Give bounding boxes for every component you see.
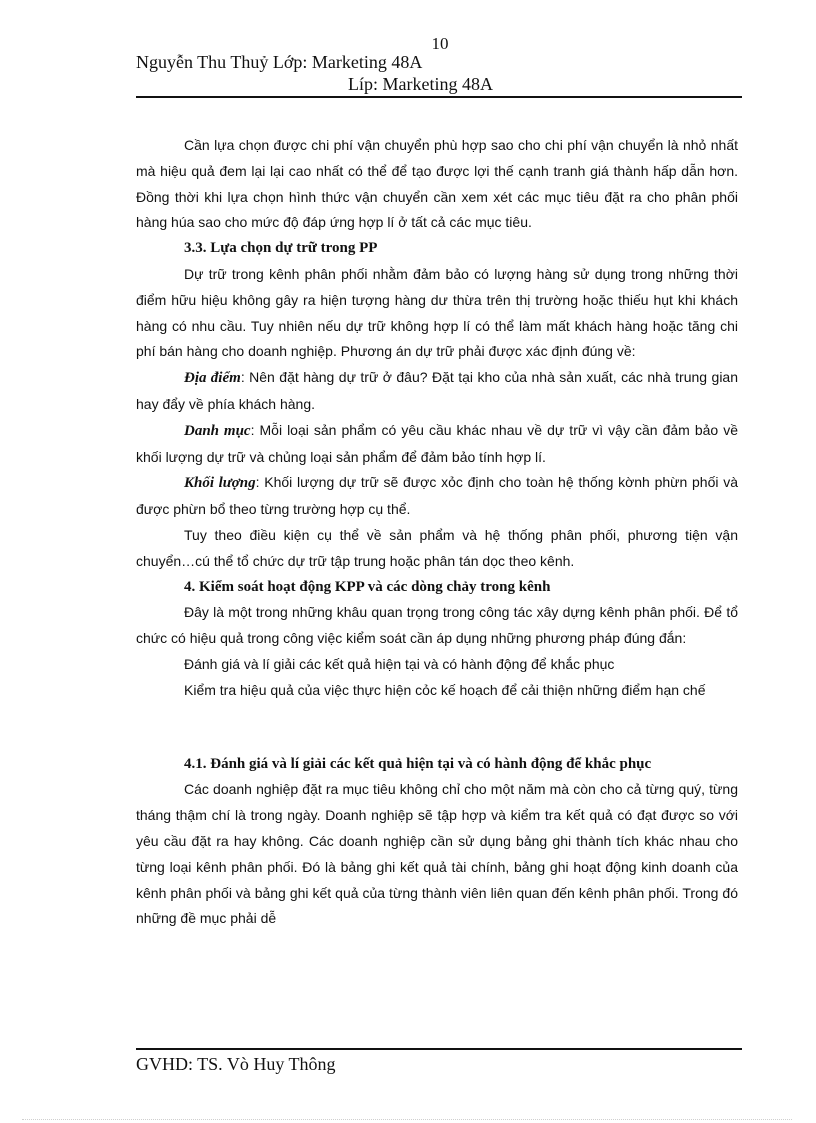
paragraph-transport-cost: Cần lựa chọn được chi phí vận chuyển phù hợp sao cho chi phí vận chuyển là nhỏ nhất mà hiệu quả đem lại lại cao nhất có thể để tạo được lợi thế cạnh tranh giá thành hấp dẫn hơn. Đồng thời khi lựa chọn hình thức vận chuyển cần xem xét các mục tiêu đặt ra cho phân phối hàng húa sao cho mức độ đáp ứng hợp lí ở tất cả các mục tiêu.	[136, 137, 738, 231]
text-category: : Mỗi loại sản phẩm có yêu cầu khác nhau về dự trữ vì vậy cần đảm bảo về khối lượng dự trữ và chủng loại sản phẩm để đảm bảo tính hợp lí.	[136, 421, 738, 465]
text-location: : Nên đặt hàng dự trữ ở đâu? Đặt tại kho của nhà sản xuất, các nhà trung gian hay đẩy về phía khách hàng.	[136, 369, 739, 412]
page-number: 10	[431, 34, 449, 53]
heading-4: 4. Kiểm soát hoạt động KPP và các dòng chảy trong kênh	[184, 578, 551, 595]
heading-3-3: 3.3. Lựa chọn dự trữ trong PP	[184, 240, 378, 257]
paragraph-check: Kiểm tra hiệu quả của việc thực hiện cỏc kế hoạch để cải thiện những điểm hạn chế	[184, 681, 706, 698]
term-volume: Khối lượng	[184, 475, 256, 492]
page-edge	[22, 1119, 792, 1120]
header-class: Líp: Marketing 48A	[348, 74, 493, 94]
paragraph-category	[136, 418, 738, 471]
header-author-class: Nguyễn Thu Thuỷ Lớp: Marketing 48A	[136, 52, 423, 72]
paragraph-location	[136, 365, 738, 418]
paragraph-evaluate: Đánh giá và lí giải các kết quả hiện tại và có hành động để khắc phục	[184, 655, 615, 672]
paragraph-volume	[136, 470, 738, 523]
text-volume: : Khối lượng dự trữ sẽ được xỏc định cho toàn hệ thống kờnh phừn phối và được phừn bổ theo từng trường hợp cụ thể.	[136, 474, 739, 518]
document-body	[136, 133, 738, 932]
footer-divider	[136, 1048, 742, 1050]
heading-4-1: 4.1. Đánh giá và lí giải các kết quả hiện tại và có hành động để khắc phục	[184, 755, 652, 772]
paragraph-conditions: Tuy theo điều kiện cụ thể về sản phẩm và hệ thống phân phối, phương tiện vận chuyển…cú thể tổ chức dự trữ tập trung hoặc phân tán dọc theo kênh.	[136, 526, 738, 569]
term-category: Danh mục	[184, 422, 251, 439]
header-divider	[136, 96, 742, 98]
footer-supervisor: GVHD: TS. Vò Huy Thông	[136, 1054, 336, 1074]
paragraph-control: Đây là một trong những khâu quan trọng trong công tác xây dựng kênh phân phối. Để tổ chức có hiệu quả trong công việc kiểm soát cần áp dụng những phương pháp đúng đắn:	[136, 604, 738, 647]
paragraph-inventory: Dự trữ trong kênh phân phối nhằm đảm bảo có lượng hàng sử dụng trong những thời điểm hữu hiệu không gây ra hiện tượng hàng dư thừa trên thị trường hoặc thiếu hụt khi khách hàng có nhu cầu. Tuy nhiên nếu dự trữ không hợp lí có thể làm mất khách hàng hoặc tăng chi phí bán hàng cho doanh nghiệp. Phương án dự trữ phải được xác định đúng về:	[136, 265, 738, 360]
paragraph-spacer	[136, 704, 738, 752]
term-location: Địa điểm	[184, 370, 241, 387]
paragraph-goals: Các doanh nghiệp đặt ra mục tiêu không chỉ cho một năm mà còn cho cả từng quý, từng tháng thậm chí là trong ngày. Doanh nghiệp sẽ tập hợp và kiểm tra kết quả có đạt được so với yêu cầu đặt ra hay không. Các doanh nghiệp cần sử dụng bảng ghi thành tích khác nhau cho từng loại kênh phân phối. Đó là bảng ghi kết quả tài chính, bảng ghi hoạt động kinh doanh của kênh phân phối và bảng ghi kết quả của từng thành viên liên quan đến kênh phân phối. Trong đó những đề mục phải dễ	[136, 781, 738, 927]
